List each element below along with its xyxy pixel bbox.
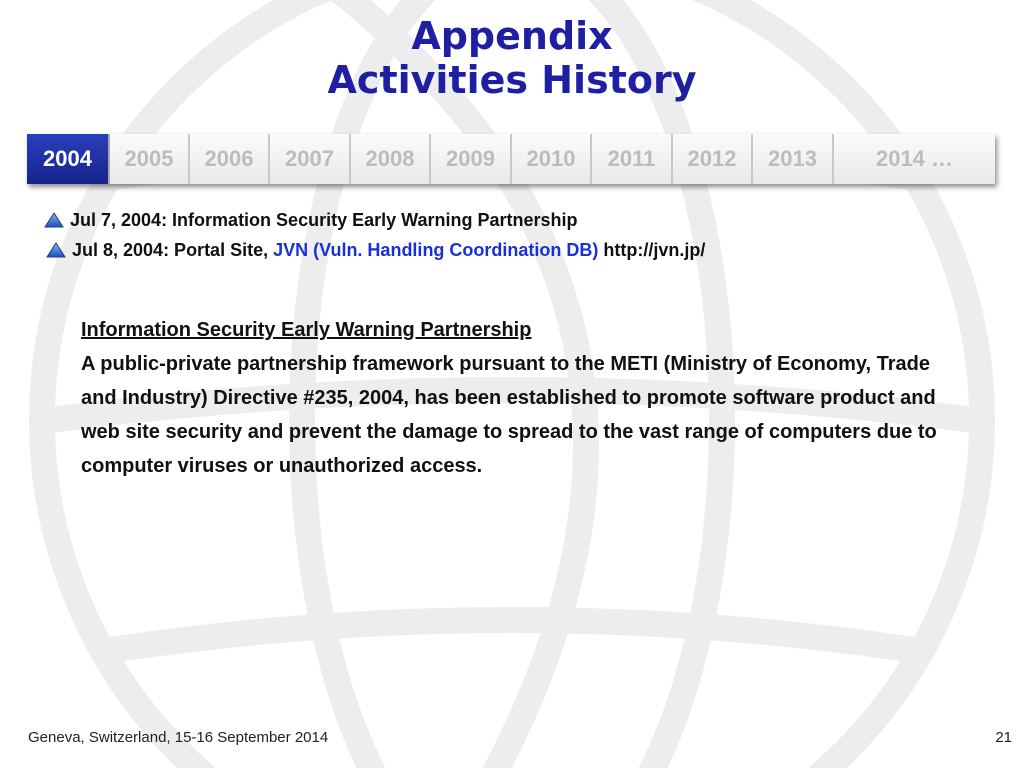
timeline-year-2006[interactable]: 2006 bbox=[190, 134, 270, 184]
section-body: A public-private partnership framework pursuant to the METI (Ministry of Economy, Trade and Industry) Directive #235, 2004, has been established to promote software product and web site security and prevent the damage to spread to the vast range of computers due to computer viruses or unauthorized access. bbox=[81, 353, 937, 477]
bullet-text-2-prefix: Jul 8, 2004: Portal Site, bbox=[72, 239, 274, 260]
page-number: 21 bbox=[995, 729, 1012, 746]
timeline-year-2004[interactable]: 2004 bbox=[27, 134, 110, 184]
timeline-year-2005[interactable]: 2005 bbox=[110, 134, 190, 184]
section-heading: Information Security Early Warning Partnership bbox=[81, 319, 532, 341]
blue-triangle-icon bbox=[46, 242, 66, 258]
list-item bbox=[44, 205, 705, 235]
timeline-year-2008[interactable]: 2008 bbox=[351, 134, 431, 184]
blue-triangle-icon bbox=[44, 212, 64, 228]
footer-location: Geneva, Switzerland, 15-16 September 2014 bbox=[28, 729, 329, 746]
timeline-year-2011[interactable]: 2011 bbox=[592, 134, 673, 184]
title-line-1: Appendix bbox=[411, 14, 613, 58]
bullet-list bbox=[44, 205, 705, 265]
timeline-year-2007[interactable]: 2007 bbox=[270, 134, 351, 184]
timeline-year-2014[interactable]: 2014 … bbox=[834, 134, 995, 184]
timeline-year-2010[interactable]: 2010 bbox=[512, 134, 592, 184]
partnership-section bbox=[81, 313, 941, 483]
jvn-url[interactable]: http://jvn.jp/ bbox=[598, 239, 706, 260]
year-timeline bbox=[27, 134, 995, 184]
jvn-link-text[interactable]: JVN (Vuln. Handling Coordination DB) bbox=[273, 239, 599, 260]
timeline-year-2009[interactable]: 2009 bbox=[431, 134, 512, 184]
title-line-2: Activities History bbox=[327, 58, 697, 102]
list-item bbox=[44, 235, 705, 265]
bullet-text-1: Jul 7, 2004: Information Security Early Warning Partnership bbox=[70, 209, 578, 230]
timeline-year-2013[interactable]: 2013 bbox=[753, 134, 834, 184]
page-title bbox=[0, 14, 1024, 102]
timeline-year-2012[interactable]: 2012 bbox=[673, 134, 753, 184]
